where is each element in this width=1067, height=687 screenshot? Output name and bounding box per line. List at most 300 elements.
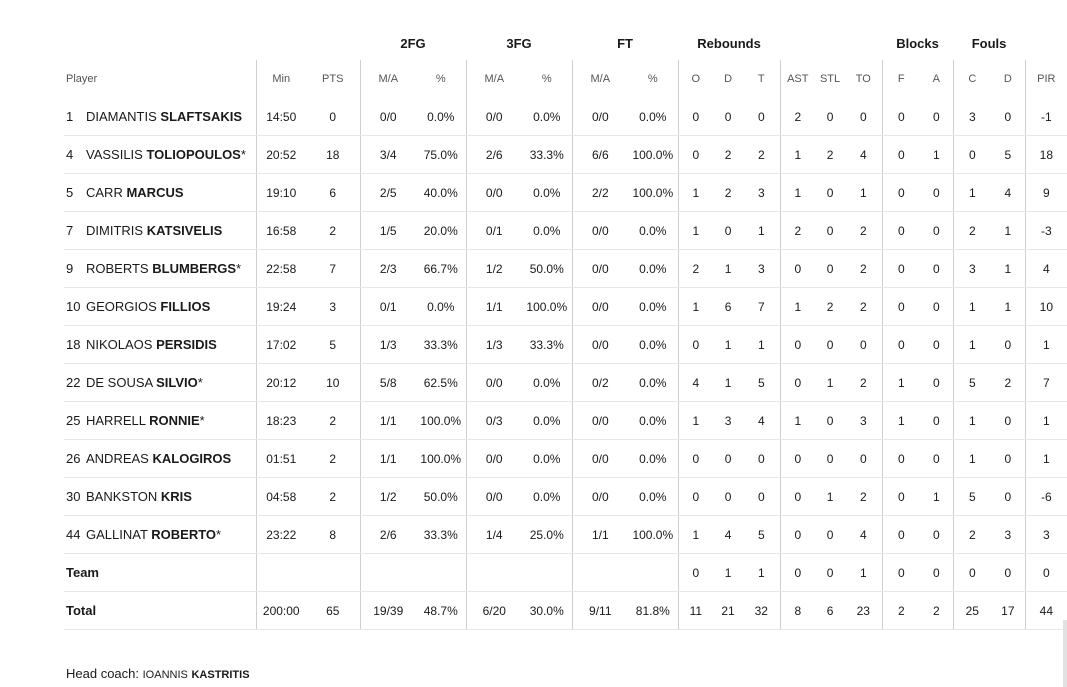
stat-reb-d: 0: [713, 478, 743, 516]
stat-blk-f: 1: [882, 364, 920, 402]
stat-fg2-ma: 2/3: [360, 250, 416, 288]
stat-foul-c: 0: [953, 136, 991, 174]
stat-reb-d: 2: [713, 174, 743, 212]
stat-ft-ma: [572, 554, 628, 592]
col-foul-c[interactable]: C: [953, 60, 991, 98]
stat-blk-f: 2: [882, 592, 920, 630]
head-coach-first-name: IOANNIS: [142, 669, 188, 681]
stat-ft-pct: 0.0%: [628, 212, 678, 250]
player-first-name: GALLINAT: [86, 527, 148, 542]
player-row: [64, 98, 1067, 136]
stat-fg2-ma: 1/3: [360, 326, 416, 364]
stat-ast: 1: [780, 288, 815, 326]
stat-to: 2: [845, 250, 882, 288]
stat-fg2-ma: 1/2: [360, 478, 416, 516]
stat-to: 0: [845, 98, 882, 136]
col-reb-t[interactable]: T: [757, 73, 765, 85]
player-name-cell[interactable]: [64, 212, 256, 250]
stat-ft-pct: 0.0%: [628, 250, 678, 288]
col-3fg-ma[interactable]: M/A: [466, 60, 522, 98]
starter-mark: *: [236, 261, 242, 276]
stat-blk-a: 1: [920, 136, 953, 174]
stat-reb-d: 1: [713, 250, 743, 288]
stat-foul-c: 25: [953, 592, 991, 630]
stat-reb-d: 0: [713, 440, 743, 478]
player-row: [64, 136, 1067, 174]
player-last-name: SLAFTSAKIS: [160, 109, 243, 124]
stat-reb-o: 0: [678, 478, 713, 516]
total-label: Total: [64, 592, 256, 630]
col-blk-f[interactable]: F: [882, 60, 920, 98]
stat-fg2-pct: 50.0%: [416, 478, 466, 516]
stat-reb-d: 3: [713, 402, 743, 440]
stat-stl: 0: [815, 212, 845, 250]
stat-fg3-ma: 0/0: [466, 478, 522, 516]
stat-to: 4: [845, 136, 882, 174]
stat-blk-a: 0: [920, 554, 953, 592]
stat-ast: 0: [780, 554, 815, 592]
stat-min: 01:51: [256, 440, 306, 478]
group-fouls: Fouls: [971, 35, 1007, 51]
stat-blk-f: 0: [882, 98, 920, 136]
player-last-name: MARCUS: [126, 185, 184, 200]
stat-pts: 2: [306, 440, 360, 478]
stat-blk-f: 0: [882, 554, 920, 592]
stat-ft-pct: 0.0%: [628, 440, 678, 478]
column-header-row: [64, 60, 1067, 98]
stat-ft-ma: 0/0: [572, 478, 628, 516]
col-2fg-ma[interactable]: M/A: [360, 60, 416, 98]
stat-pir: 9: [1025, 174, 1067, 212]
stat-min: 16:58: [256, 212, 306, 250]
stat-to: 2: [845, 288, 882, 326]
player-row: [64, 440, 1067, 478]
stat-to: 2: [845, 212, 882, 250]
stat-fg2-ma: 19/39: [360, 592, 416, 630]
player-last-name: KRIS: [160, 489, 192, 504]
stat-reb-t: 32: [743, 592, 780, 630]
player-first-name: GEORGIOS: [86, 299, 157, 314]
stat-ft-pct: 100.0%: [628, 174, 678, 212]
col-player[interactable]: Player: [66, 73, 98, 85]
player-name-cell[interactable]: [64, 478, 256, 516]
stat-min: 22:58: [256, 250, 306, 288]
player-row: [64, 174, 1067, 212]
player-last-name: PERSIDIS: [156, 337, 217, 352]
stat-ast: 0: [780, 478, 815, 516]
player-rows: [64, 98, 1067, 630]
player-name-cell[interactable]: [64, 326, 256, 364]
player-name-cell[interactable]: [64, 402, 256, 440]
stat-ft-pct: [628, 554, 678, 592]
stat-fg2-pct: [416, 554, 466, 592]
stat-reb-t: 4: [743, 402, 780, 440]
col-2fg-pct[interactable]: %: [435, 73, 446, 85]
stat-pir: 1: [1025, 440, 1067, 478]
player-number: 9: [66, 261, 74, 276]
stat-reb-o: 0: [678, 440, 713, 478]
stat-stl: 1: [815, 364, 845, 402]
stat-fg2-ma: 2/6: [360, 516, 416, 554]
stat-pir: -3: [1025, 212, 1067, 250]
col-3fg-pct[interactable]: %: [541, 73, 552, 85]
stat-stl: 2: [815, 136, 845, 174]
stat-foul-c: 1: [953, 174, 991, 212]
stat-fg3-pct: 0.0%: [522, 440, 572, 478]
col-reb-d[interactable]: D: [724, 73, 733, 85]
stat-fg2-ma: [360, 554, 416, 592]
stat-ft-pct: 0.0%: [628, 288, 678, 326]
stat-min: [256, 554, 306, 592]
stat-blk-a: 1: [920, 478, 953, 516]
player-number: 7: [66, 223, 74, 238]
stat-ast: 1: [780, 136, 815, 174]
stat-blk-f: 0: [882, 516, 920, 554]
stat-fg2-ma: 2/5: [360, 174, 416, 212]
player-row: [64, 516, 1067, 554]
stat-reb-t: 1: [743, 554, 780, 592]
stat-blk-f: 1: [882, 402, 920, 440]
stat-min: 18:23: [256, 402, 306, 440]
team-label: Team: [64, 554, 256, 592]
stat-reb-o: 0: [678, 554, 713, 592]
stat-pir: 1: [1025, 402, 1067, 440]
stat-fg3-pct: 33.3%: [522, 326, 572, 364]
stat-foul-d: 17: [991, 592, 1025, 630]
stat-to: 3: [845, 402, 882, 440]
stat-foul-d: 1: [991, 212, 1025, 250]
stat-fg2-pct: 0.0%: [416, 98, 466, 136]
stat-foul-d: 5: [991, 136, 1025, 174]
stat-pts: 2: [306, 478, 360, 516]
group-ft: FT: [617, 35, 633, 51]
player-name-cell[interactable]: [64, 174, 256, 212]
player-first-name: ROBERTS: [86, 261, 149, 276]
player-first-name: CARR: [86, 185, 123, 200]
player-number: 22: [66, 375, 81, 390]
total-row: [64, 592, 1067, 630]
stat-fg2-pct: 33.3%: [416, 516, 466, 554]
player-first-name: BANKSTON: [86, 489, 158, 504]
player-last-name: TOLIOPOULOS: [146, 147, 241, 162]
stat-ast: 8: [780, 592, 815, 630]
col-to[interactable]: TO: [855, 73, 871, 85]
stat-blk-a: 0: [920, 250, 953, 288]
player-number: 5: [66, 185, 74, 200]
stat-foul-d: 0: [991, 402, 1025, 440]
stat-stl: 0: [815, 440, 845, 478]
stat-pts: 18: [306, 136, 360, 174]
stat-fg3-pct: 0.0%: [522, 402, 572, 440]
stat-fg3-ma: 0/0: [466, 174, 522, 212]
stat-fg2-pct: 100.0%: [416, 440, 466, 478]
player-number: 18: [66, 337, 81, 352]
stat-pts: 0: [306, 98, 360, 136]
player-last-name: ROBERTO: [151, 527, 217, 542]
stat-pts: [306, 554, 360, 592]
stat-foul-d: 0: [991, 478, 1025, 516]
stat-blk-f: 0: [882, 440, 920, 478]
stat-pts: 2: [306, 402, 360, 440]
stat-fg2-pct: 62.5%: [416, 364, 466, 402]
col-ast[interactable]: AST: [780, 60, 815, 98]
stat-ft-pct: 0.0%: [628, 98, 678, 136]
stat-to: 2: [845, 478, 882, 516]
stat-foul-d: 3: [991, 516, 1025, 554]
stat-foul-d: 2: [991, 364, 1025, 402]
col-stl[interactable]: STL: [819, 73, 841, 85]
stat-fg3-ma: 2/6: [466, 136, 522, 174]
col-blk-a[interactable]: A: [932, 73, 940, 85]
stat-reb-o: 2: [678, 250, 713, 288]
stat-ft-pct: 0.0%: [628, 478, 678, 516]
stat-stl: 0: [815, 174, 845, 212]
player-row: [64, 402, 1067, 440]
col-reb-o[interactable]: O: [678, 60, 713, 98]
stat-stl: 0: [815, 402, 845, 440]
stat-fg2-ma: 1/1: [360, 402, 416, 440]
stat-fg3-ma: 0/3: [466, 402, 522, 440]
stat-fg2-ma: 3/4: [360, 136, 416, 174]
stat-reb-t: 3: [743, 250, 780, 288]
stat-fg3-pct: 25.0%: [522, 516, 572, 554]
stat-fg3-pct: 33.3%: [522, 136, 572, 174]
stat-pts: 7: [306, 250, 360, 288]
player-number: 1: [66, 109, 74, 124]
player-first-name: DIMITRIS: [86, 223, 144, 238]
player-last-name: KATSIVELIS: [146, 223, 223, 238]
stat-foul-d: 4: [991, 174, 1025, 212]
player-row: [64, 250, 1067, 288]
player-number: 30: [66, 489, 81, 504]
stat-fg3-pct: [522, 554, 572, 592]
stat-foul-c: 3: [953, 98, 991, 136]
col-pir[interactable]: PIR: [1025, 60, 1067, 98]
stat-ast: 0: [780, 440, 815, 478]
stat-fg3-pct: 50.0%: [522, 250, 572, 288]
stat-pts: 65: [306, 592, 360, 630]
stat-ft-ma: 0/0: [572, 250, 628, 288]
col-min[interactable]: Min: [256, 60, 306, 98]
head-coach: [66, 666, 250, 681]
stat-fg2-ma: 1/5: [360, 212, 416, 250]
stat-ft-ma: 0/0: [572, 402, 628, 440]
stat-reb-t: 5: [743, 364, 780, 402]
stat-foul-c: 2: [953, 516, 991, 554]
stat-blk-f: 0: [882, 212, 920, 250]
stat-pts: 2: [306, 212, 360, 250]
stat-pir: -6: [1025, 478, 1067, 516]
stat-reb-o: 0: [678, 326, 713, 364]
stat-reb-t: 0: [743, 440, 780, 478]
player-row: [64, 326, 1067, 364]
stat-ast: 1: [780, 402, 815, 440]
player-row: [64, 212, 1067, 250]
stat-reb-o: 1: [678, 174, 713, 212]
stat-reb-o: 1: [678, 516, 713, 554]
player-name-cell[interactable]: [64, 98, 256, 136]
starter-mark: *: [240, 147, 246, 162]
stat-pir: 3: [1025, 516, 1067, 554]
stat-to: 0: [845, 326, 882, 364]
stat-fg3-pct: 100.0%: [522, 288, 572, 326]
stat-blk-f: 0: [882, 288, 920, 326]
stat-min: 19:10: [256, 174, 306, 212]
stat-blk-a: 0: [920, 212, 953, 250]
stat-foul-d: 0: [991, 440, 1025, 478]
vertical-scrollbar[interactable]: [1063, 620, 1067, 687]
stat-fg2-ma: 0/0: [360, 98, 416, 136]
group-3fg: 3FG: [506, 35, 532, 51]
player-last-name: SILVIO: [156, 375, 198, 390]
stat-fg2-pct: 100.0%: [416, 402, 466, 440]
stat-foul-c: 1: [953, 288, 991, 326]
stat-ast: 2: [780, 212, 815, 250]
stat-to: 1: [845, 554, 882, 592]
stat-foul-d: 0: [991, 554, 1025, 592]
stat-fg3-pct: 0.0%: [522, 364, 572, 402]
player-first-name: DIAMANTIS: [86, 109, 157, 124]
stat-ft-pct: 0.0%: [628, 364, 678, 402]
starter-mark: *: [197, 375, 203, 390]
stat-fg3-pct: 0.0%: [522, 478, 572, 516]
stat-foul-c: 1: [953, 326, 991, 364]
player-name-cell[interactable]: [64, 440, 256, 478]
team-row: [64, 554, 1067, 592]
stat-stl: 6: [815, 592, 845, 630]
stat-reb-d: 2: [713, 136, 743, 174]
stat-fg2-ma: 1/1: [360, 440, 416, 478]
stat-reb-d: 0: [713, 212, 743, 250]
player-last-name: FILLIOS: [160, 299, 211, 314]
stat-ft-ma: 0/0: [572, 326, 628, 364]
stat-blk-f: 0: [882, 478, 920, 516]
stat-to: 2: [845, 364, 882, 402]
starter-mark: *: [199, 413, 205, 428]
group-blocks: Blocks: [896, 35, 939, 51]
stat-reb-t: 0: [743, 98, 780, 136]
player-name-cell[interactable]: [64, 250, 256, 288]
stat-fg3-ma: 0/1: [466, 212, 522, 250]
stat-ast: 2: [780, 98, 815, 136]
stat-pts: 6: [306, 174, 360, 212]
stat-ft-ma: 9/11: [572, 592, 628, 630]
player-name-cell[interactable]: [64, 288, 256, 326]
stat-reb-d: 1: [713, 364, 743, 402]
stat-reb-d: 21: [713, 592, 743, 630]
player-number: 10: [66, 299, 81, 314]
player-name-cell[interactable]: [64, 136, 256, 174]
stat-ft-ma: 0/0: [572, 288, 628, 326]
stat-min: 200:00: [256, 592, 306, 630]
stat-pir: 7: [1025, 364, 1067, 402]
stat-foul-c: 1: [953, 440, 991, 478]
stat-fg3-ma: 1/2: [466, 250, 522, 288]
stat-blk-f: 0: [882, 136, 920, 174]
stat-pir: 44: [1025, 592, 1067, 630]
col-ft-ma[interactable]: M/A: [572, 60, 628, 98]
stat-ft-pct: 81.8%: [628, 592, 678, 630]
stat-min: 20:52: [256, 136, 306, 174]
stat-reb-d: 1: [713, 326, 743, 364]
stat-to: 1: [845, 174, 882, 212]
player-number: 25: [66, 413, 81, 428]
stat-pts: 10: [306, 364, 360, 402]
col-foul-d[interactable]: D: [1003, 73, 1012, 85]
player-number: 26: [66, 451, 81, 466]
player-number: 44: [66, 527, 81, 542]
stat-reb-d: 4: [713, 516, 743, 554]
stat-ft-ma: 1/1: [572, 516, 628, 554]
stat-pir: 4: [1025, 250, 1067, 288]
stat-pir: 18: [1025, 136, 1067, 174]
stat-fg3-ma: 0/0: [466, 98, 522, 136]
stat-reb-t: 3: [743, 174, 780, 212]
starter-mark: *: [216, 527, 222, 542]
player-last-name: KALOGIROS: [152, 451, 232, 466]
stat-stl: 0: [815, 326, 845, 364]
stat-reb-t: 1: [743, 326, 780, 364]
stat-fg2-ma: 0/1: [360, 288, 416, 326]
stat-fg3-pct: 0.0%: [522, 98, 572, 136]
stat-stl: 1: [815, 478, 845, 516]
stat-fg3-ma: [466, 554, 522, 592]
stat-reb-t: 1: [743, 212, 780, 250]
player-name-cell[interactable]: [64, 364, 256, 402]
stat-ast: 0: [780, 250, 815, 288]
stat-reb-o: 4: [678, 364, 713, 402]
stat-pir: 0: [1025, 554, 1067, 592]
stat-reb-o: 0: [678, 136, 713, 174]
group-2fg: 2FG: [400, 35, 426, 51]
stat-fg3-ma: 6/20: [466, 592, 522, 630]
col-ft-pct[interactable]: %: [647, 73, 658, 85]
player-row: [64, 288, 1067, 326]
stat-min: 20:12: [256, 364, 306, 402]
stat-foul-d: 0: [991, 326, 1025, 364]
stat-pts: 8: [306, 516, 360, 554]
stat-reb-t: 0: [743, 478, 780, 516]
stat-fg3-ma: 0/0: [466, 364, 522, 402]
stat-reb-o: 11: [678, 592, 713, 630]
stat-ft-ma: 0/0: [572, 440, 628, 478]
head-coach-last-name: KASTRITIS: [191, 669, 250, 681]
stat-to: 4: [845, 516, 882, 554]
stat-reb-d: 1: [713, 554, 743, 592]
player-first-name: ANDREAS: [86, 451, 149, 466]
stat-ast: 0: [780, 326, 815, 364]
stat-ft-ma: 0/0: [572, 98, 628, 136]
stat-min: 23:22: [256, 516, 306, 554]
player-last-name: RONNIE: [149, 413, 200, 428]
stat-ast: 0: [780, 516, 815, 554]
stat-fg2-ma: 5/8: [360, 364, 416, 402]
stat-ast: 0: [780, 364, 815, 402]
stat-blk-a: 0: [920, 516, 953, 554]
stat-pir: 10: [1025, 288, 1067, 326]
stat-fg3-pct: 0.0%: [522, 174, 572, 212]
player-row: [64, 364, 1067, 402]
stat-reb-o: 1: [678, 402, 713, 440]
stat-blk-f: 0: [882, 326, 920, 364]
head-coach-label: Head coach:: [66, 666, 139, 681]
stat-stl: 0: [815, 98, 845, 136]
col-pts[interactable]: PTS: [322, 73, 344, 85]
stat-blk-a: 0: [920, 402, 953, 440]
stat-fg2-pct: 0.0%: [416, 288, 466, 326]
stat-ft-pct: 0.0%: [628, 326, 678, 364]
player-name-cell[interactable]: [64, 516, 256, 554]
